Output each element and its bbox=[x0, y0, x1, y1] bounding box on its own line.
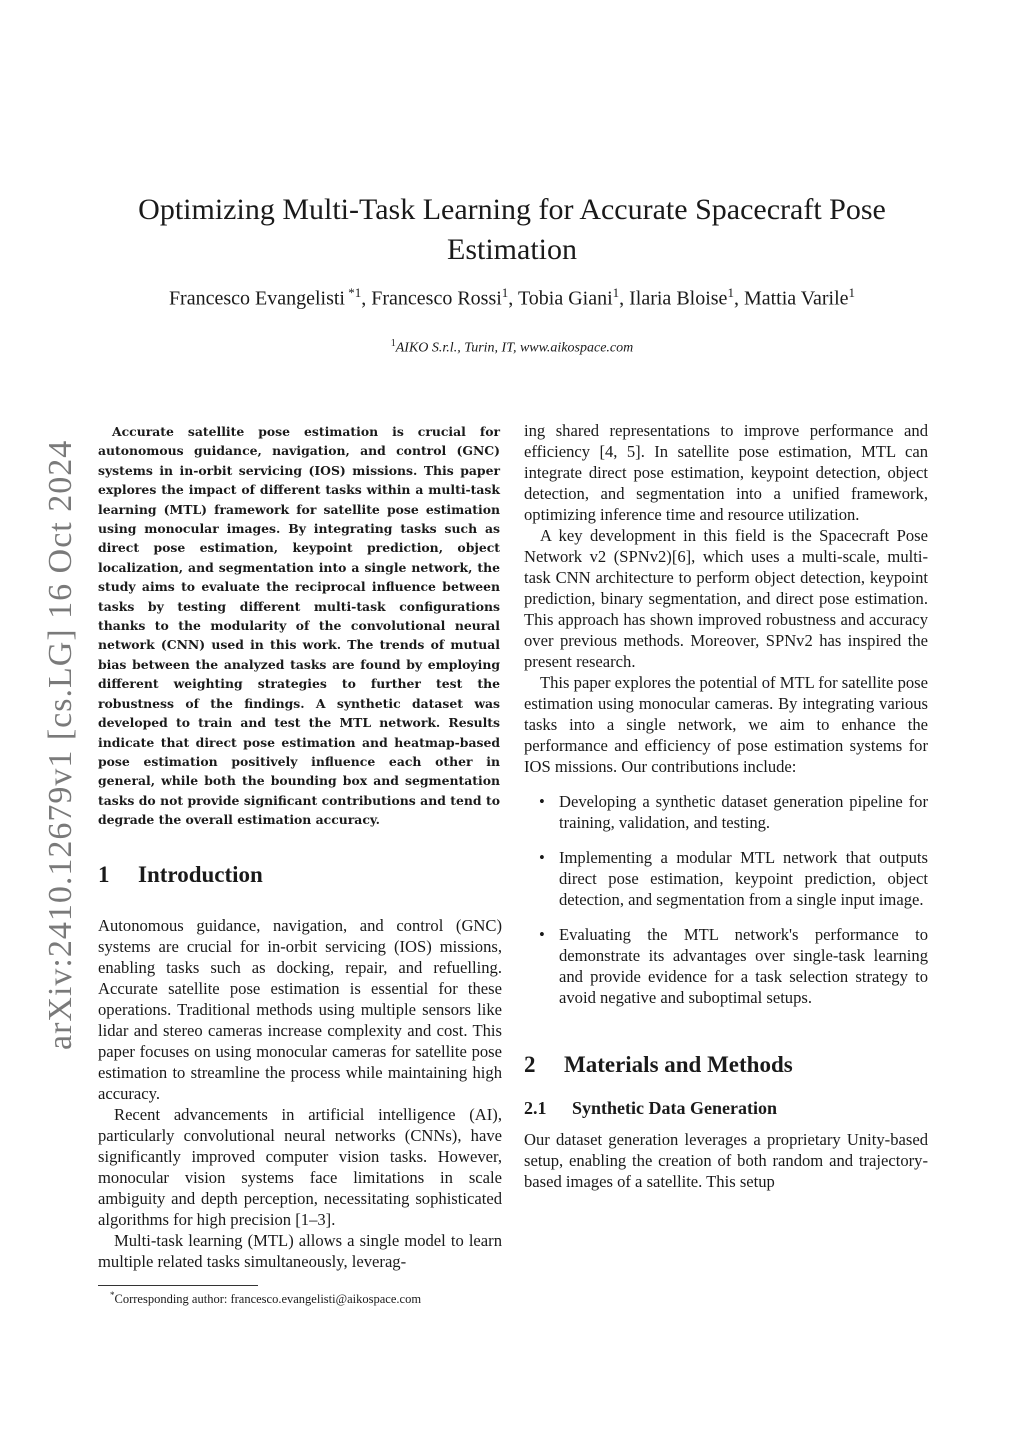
paragraph: Autonomous guidance, navigation, and control (GNC) systems are crucial for in-orbit servicing (IOS) missions, enabling tasks such as docking, repair, and refuelling. Accurate satellite pose estimation is essential for these operations. Traditional methods using multiple sensors like lidar and stereo cameras increase complexity and cost. This paper focuses on using monocular cameras for satellite pose estimation to streamline the process while maintaining high accuracy. bbox=[98, 916, 502, 1103]
author-affil-mark: *1 bbox=[345, 285, 362, 300]
paragraph: ing shared representations to improve performance and efficiency [4, 5]. In satellite pose estimation, MTL can integrate direct pose estimation, keypoint detection, object detection, and segmentation into a unified framework, optimizing inference time and resource utilization. bbox=[524, 421, 928, 524]
author-name: Francesco Rossi bbox=[371, 287, 502, 310]
author-name: Tobia Giani bbox=[517, 287, 613, 310]
paper-title: Optimizing Multi-Task Learning for Accurate Spacecraft Pose Estimation bbox=[138, 193, 886, 266]
list-item bbox=[524, 847, 928, 910]
affiliation-mark: 1 bbox=[390, 338, 396, 349]
section-title: Introduction bbox=[138, 862, 263, 887]
author-name: Francesco Evangelisti bbox=[168, 287, 345, 310]
author-affil-mark: 1 bbox=[612, 285, 620, 300]
arxiv-side-label: arXiv:2410.12679v1 [cs.LG] 16 Oct 2024 bbox=[42, 439, 79, 1050]
section-heading-introduction bbox=[98, 862, 502, 888]
paragraph: This paper explores the potential of MTL for satellite pose estimation using monocular cameras. By integrating various tasks into a single network, we aim to enhance the performance and efficiency of pose estimation systems for IOS missions. Our contributions include: bbox=[524, 673, 928, 776]
author-list: Francesco Evangelisti $^{*1}$, Francesco Rossi$^1$, Tobia Giani$^1$, Ilaria Bloise$^1$, Mattia Varile$^1$ bbox=[168, 285, 856, 310]
section-title: Materials and Methods bbox=[564, 1052, 793, 1077]
author-affil-mark: 1 bbox=[848, 285, 856, 300]
affiliation-text: AIKO S.r.l., Turin, IT, www.aikospace.com bbox=[395, 340, 634, 356]
footnote-text: Corresponding author: francesco.evangelisti@aikospace.com bbox=[114, 1292, 422, 1307]
subsection-heading bbox=[524, 1098, 928, 1119]
right-column bbox=[524, 420, 928, 1192]
list-item-text: Developing a synthetic dataset generation pipeline for training, validation, and testing. bbox=[559, 792, 928, 832]
footnote bbox=[110, 1290, 421, 1307]
subsection-number: 2.1 bbox=[524, 1098, 547, 1118]
section-heading-methods bbox=[524, 1052, 928, 1078]
footnote-mark: * bbox=[110, 1290, 115, 1300]
list-item bbox=[524, 791, 928, 833]
author-name: Ilaria Bloise bbox=[629, 287, 728, 310]
bullet-glyph: • bbox=[539, 925, 545, 944]
subsection-title: Synthetic Data Generation bbox=[572, 1098, 777, 1118]
bullet-glyph: • bbox=[539, 792, 545, 811]
section-number: 2 bbox=[524, 1052, 536, 1077]
left-column bbox=[98, 862, 502, 1272]
paragraph: A key development in this field is the Spacecraft Pose Network v2 (SPNv2)[6], which uses a multi-scale, multi-task CNN architecture to perform object detection, keypoint prediction, binary segmentation, and direct pose estimation. This approach has shown improved robustness and accuracy over previous methods. Moreover, SPNv2 has inspired the present research. bbox=[524, 526, 928, 671]
section-number: 1 bbox=[98, 862, 110, 887]
author-affil-mark: 1 bbox=[727, 285, 734, 300]
abstract: Accurate satellite pose estimation is crucial for autonomous guidance, navigation, and control (GNC) systems in in-orbit servicing (IOS) missions. This paper explores the impact of different tasks within a multi-task learning (MTL) framework for satellite pose estimation using monocular images. By integrating tasks such as direct pose estimation, keypoint prediction, object localization, and segmentation into a single network, the study aims to evaluate the reciprocal influence between tasks by testing different multi-task configurations thanks to the modularity of the convolutional neural network (CNN) used in this work. The trends of mutual bias between the analyzed tasks are found by employing different weighting strategies to further test the robustness of the findings. A synthetic dataset was developed to train and test the MTL network. Results indicate that direct pose estimation and heatmap-based pose estimation positively influence each other in general, while both the bounding box and segmentation tasks do not provide significant contributions and tend to degrade the overall estimation accuracy. bbox=[98, 424, 500, 828]
paragraph: Recent advancements in artificial intelligence (AI), particularly convolutional neural networks (CNNs), have significantly improved computer vision tasks. However, monocular vision systems face limitations in scale ambiguity and depth perception, necessitating sophisticated algorithms for high precision [1–3]. bbox=[98, 1105, 502, 1229]
paragraph: Multi-task learning (MTL) allows a single model to learn multiple related tasks simultaneously, leverag- bbox=[98, 1231, 502, 1271]
footnote-rule bbox=[98, 1285, 258, 1286]
author-name: Mattia Varile bbox=[743, 287, 849, 310]
paragraph: Our dataset generation leverages a proprietary Unity-based setup, enabling the creation of both random and trajectory-based images of a satellite. This setup bbox=[524, 1130, 928, 1191]
list-item-text: Implementing a modular MTL network that outputs direct pose estimation, keypoint prediction, object detection, and segmentation from a single input image. bbox=[559, 848, 928, 909]
affiliation bbox=[200, 338, 824, 357]
bullet-glyph: • bbox=[539, 848, 545, 867]
contributions-list bbox=[524, 791, 928, 1008]
author-affil-mark: 1 bbox=[501, 285, 509, 300]
list-item bbox=[524, 924, 928, 1008]
list-item-text: Evaluating the MTL network's performance to demonstrate its advantages over single-task learning and provide evidence for a task selection strategy to avoid negative and suboptimal setups. bbox=[559, 925, 928, 1007]
